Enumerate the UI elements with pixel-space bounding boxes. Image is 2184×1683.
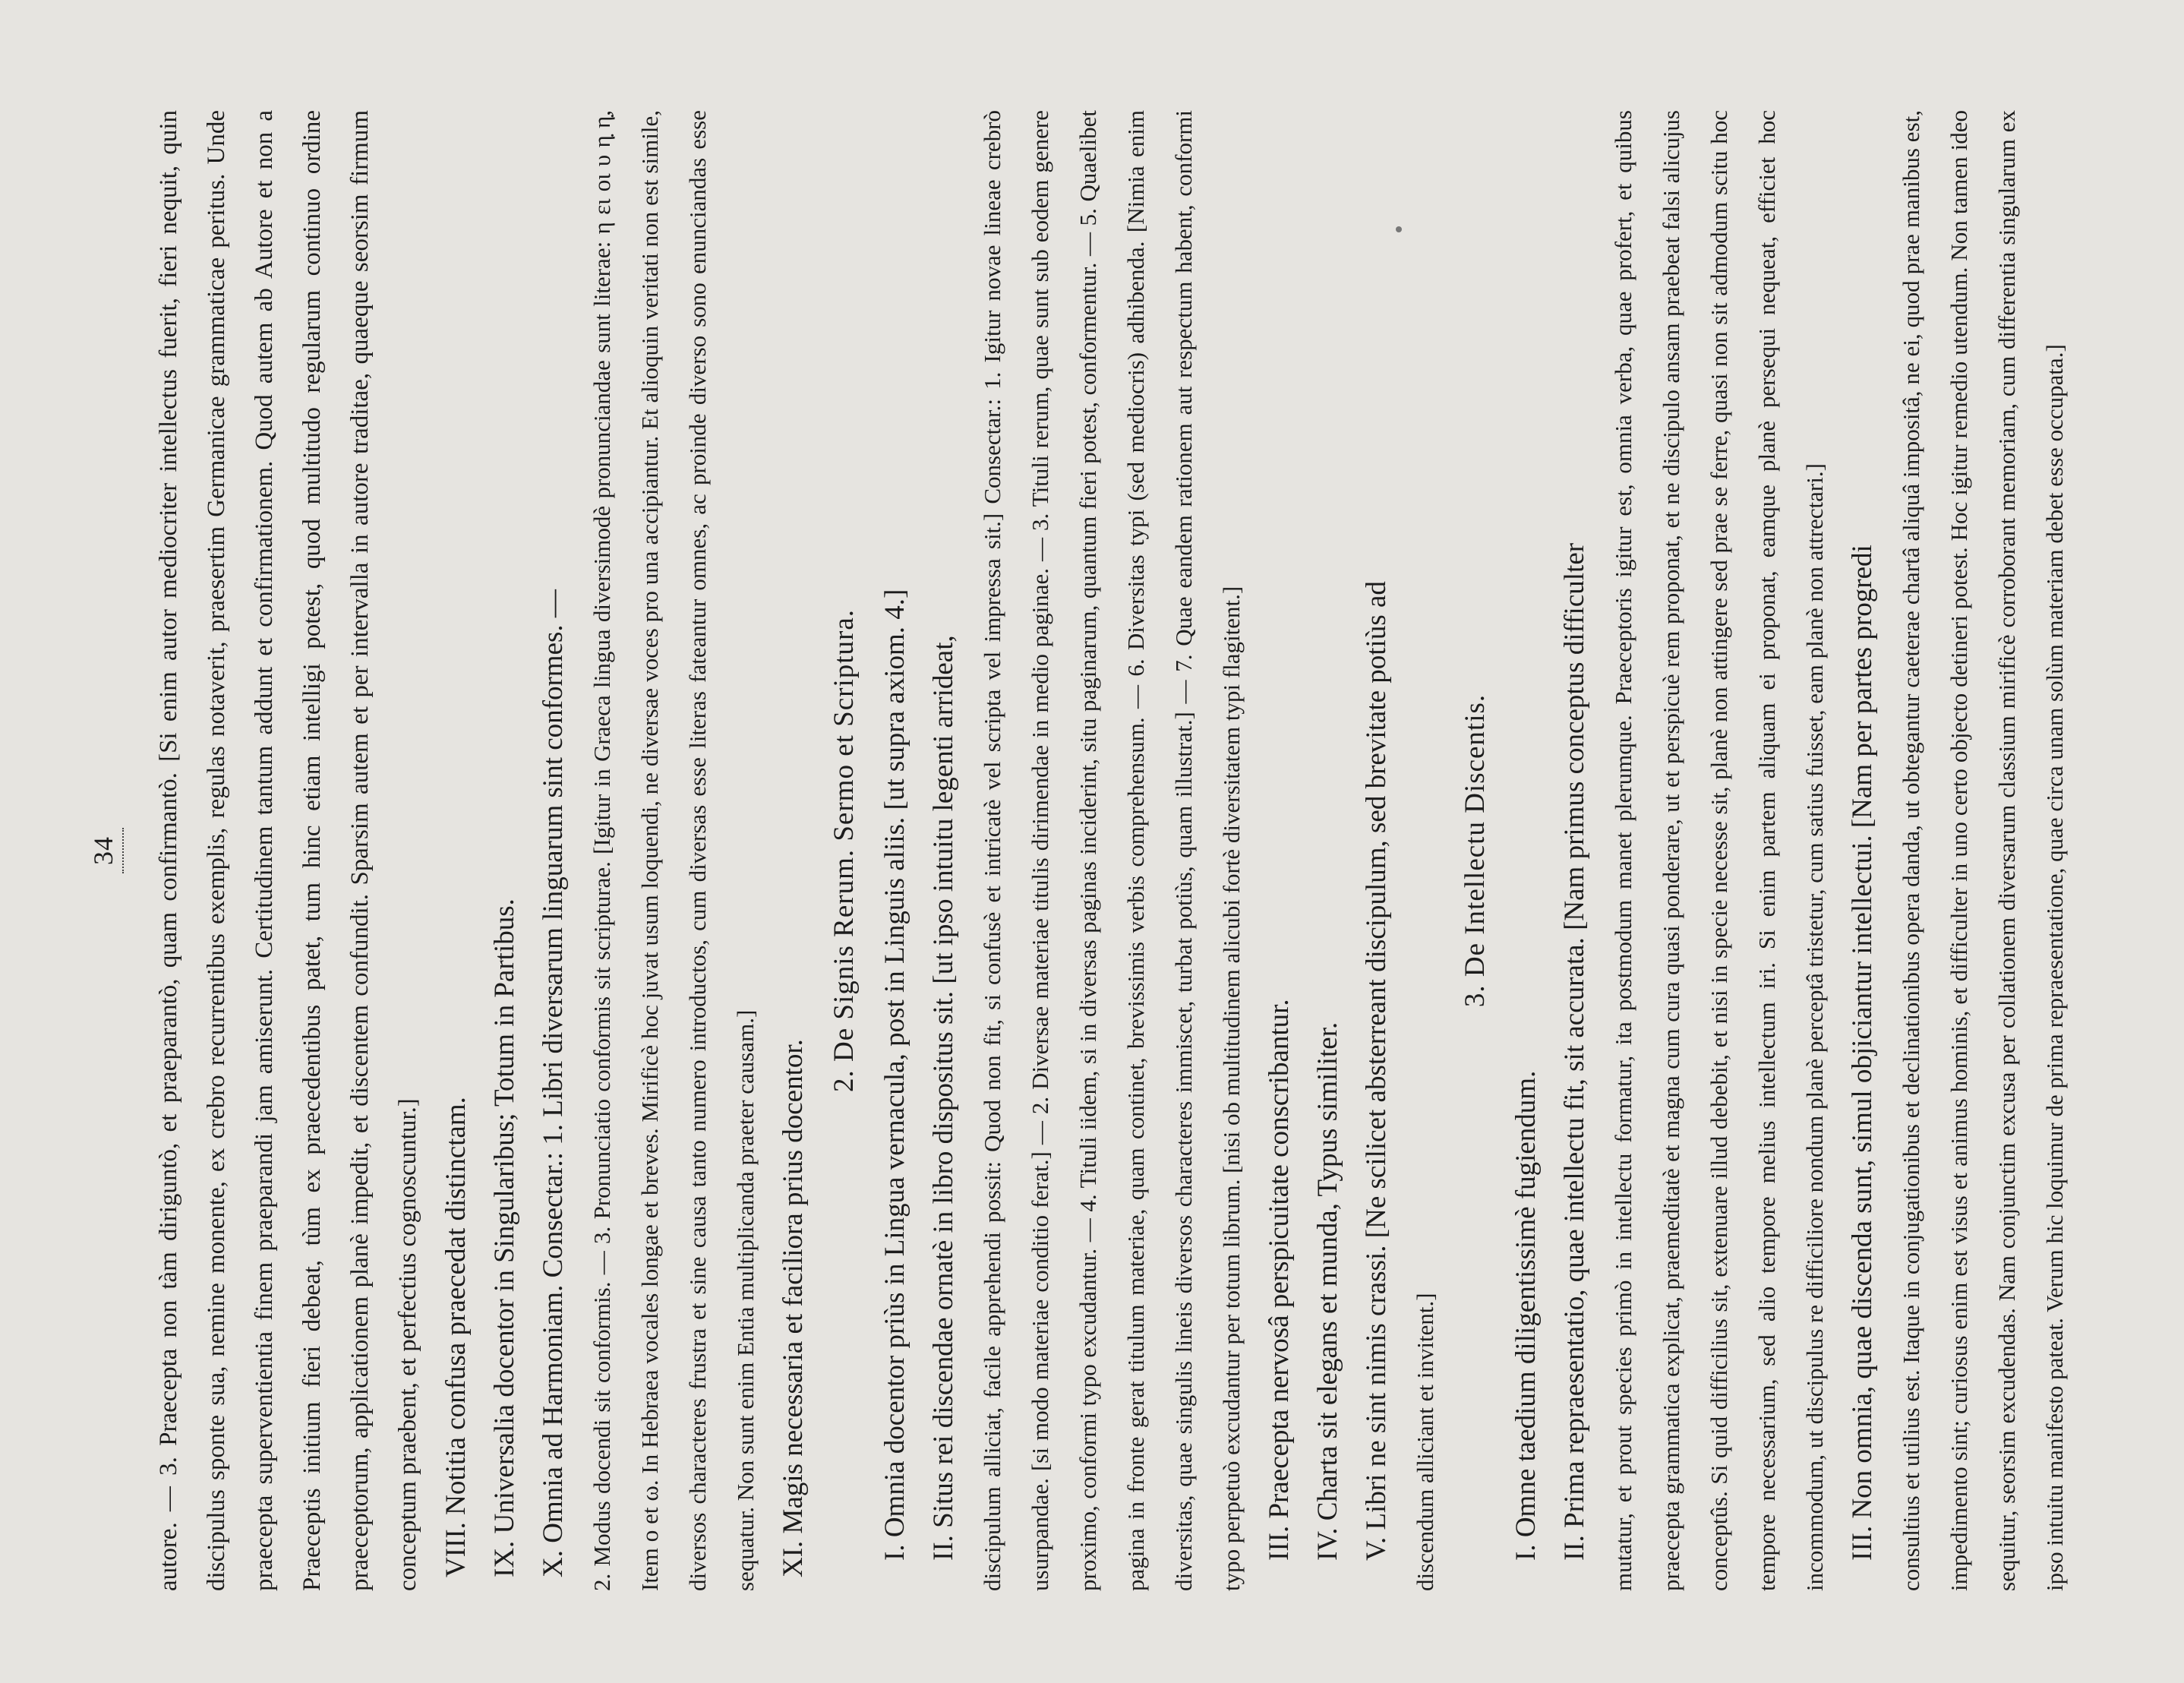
rule-iv-signis: IV. Charta sit elegans et munda, Typus similiter. xyxy=(1312,1021,1343,1561)
rule-v-signis: V. Libri ne sint nimis crassi. [Ne scilicet absterreant discipulum, sed brevitate potiùs ad xyxy=(1361,581,1392,1561)
rule-ix: IX. Universalia docentor in Singularibus; Totum in Partibus. xyxy=(489,898,520,1577)
rule-i-signis: I. Omnia docentor priùs in Lingua vernacula, post in Linguis aliis. [ut supra axiom. 4.] xyxy=(879,589,911,1561)
rule-iii-intellectu: III. Non omnia, quae discenda sunt, simul objiciantur intellectui. [Nam per partes progredi xyxy=(1847,545,1878,1561)
rule-ii-intellectu: II. Prima repraesentatio, quae intellectu fit, sit accurata. [Nam primus conceptus difficulter xyxy=(1559,542,1590,1561)
paragraph-partes: consultius et utilius est. Itaque in conjugationibus et declinationibus opera danda, ut obtegantur caeterae chartâ aliquâ impositâ, ne ei, quod prae manibus est, impedimento sint; curiosus enim est visus et animus hominis, et difficulter in uno certo objecto detineri potest. Hoc igitur remedio utendum. Non tamen ideo sequitur, seorsim excudendas. Nam conjunctim excusa per collationem diversarum classium mirificè corroborant memoriam, cum differentia singularum ex ipso intuitu manifesto pateat. Verum hic loquimur de prima repraesentatione, quae circa unam solùm materiam debet esse occupata.] xyxy=(1898,110,2068,1591)
section-heading-signis: 2. De Signis Rerum. Sermo et Scriptura. xyxy=(828,608,860,1093)
rule-x: X. Omnia ad Harmoniam. Consectar.: 1. Libri diversarum linguarum sint conformes. — xyxy=(538,589,569,1577)
paragraph-layout: discipulum alliciat, facile apprehendi possit: Quod non fit, si confusè et intricatè vel scripta vel impressa sit.] Consectar.: 1. Igitur novae lineae crebrò usurpandae. [si modo materiae conditio ferat.] — 2. Diversae materiae titulis dirimendae in medio paginae. — 3. Tituli rerum, quae sunt sub eodem genere proximo, conformi typo excudantur. — 4. Tituli iidem, si in diversas paginas inciderint, situ paginarum, quantum fieri potest, conformentur. — 5. Quaelibet pagina in fronte gerat titulum materiae, quam continet, brevissimis verbis comprehensum. — 6. Diversitas typi (sed mediocris) adhibenda. [Nimia enim diversitas, quae singulis lineis diversos characteres immiscet, turbat potiùs, quam illustrat.] — 7. Quae eandem rationem aut respectum habent, conformi typo perpetuò excudantur per totum librum. [nisi ob multitudinem alicubi fortè diversitatem typi flagitent.] xyxy=(979,110,1245,1591)
intro-paragraph: autore. — 3. Praecepta non tàm diriguntò, et praeparantò, quam confirmantò. [Si enim autor mediocriter intellectus fuerit, fieri nequit, quin discipulus sponte sua, nemine monente, ex crebro recurrentibus exemplis, regulas notaverit, praesertim Germanicae grammaticae peritus. Unde praecepta superventientia finem praeparandi jam amiserunt. Certitudinem tantum addunt et confirmationem. Quod autem ab Autore et non a Praeceptis initium fieri debeat, tùm ex praecedentibus patet, tum hinc etiam intelligi potest, quod multitudo regularum continuo ordine praeceptorum, applicationem planè impedit, et discentem confundit. Sparsim autem et per intervalla in autore traditae, quaeque seorsim firmum conceptum praebent, et perfectius cognoscuntur.] xyxy=(155,110,421,1591)
page-number: 34 xyxy=(88,836,118,865)
paragraph-repraesentatio: mutatur, et prout species primò in intellectu formatur, ita postmodum manet plerumque. Praeceptoris igitur est, omnia verba, quae profert, et quibus praecepta grammatica explicat, praemeditatè et magna cum cura quasi ponderare, ut et perspicuè rem proponat, et ne discipulo ansam praebeat falsi alicujus conceptûs. Si quid difficilius sit, extenuare illud debebit, et nisi in specie necesse sit, planè non attingere sed prae se ferre, quasi non sit admodum scitu hoc tempore necessarium, sed alio tempore melius intellectum iri. Si enim partem aliquam ei proponat, eamque planè persequi nequeat, efficiet hoc incommodum, ut discipulus re difficiliore nondum planè perceptâ tristetur, cum satius fuisset, eam planè non attrectari.] xyxy=(1610,110,1828,1591)
rule-viii: VIII. Notitia confusa praecedat distinctam. xyxy=(440,1097,472,1577)
rule-ii-signis: II. Situs rei discendae ornatè in libro dispositus sit. [ut ipso intuitu legenti arrideat, xyxy=(928,635,959,1561)
rule-xi: XI. Magis necessaria et faciliora prius docentor. xyxy=(778,1039,809,1577)
paragraph-conformity: 2. Modus docendi sit conformis. — 3. Pronunciatio conformis sit scripturae. [Igitur in Graeca lingua diversimodè pronunciandae sunt literae: η ει οι υ η̣ η̣, Item ο et ω. In Hebraea vocales longae et breves. Mirificè hoc juvat usum loquendi, ne diversae voces pro una accipiantur. Et alioquin veritati non est simile, diversos characteres frustra et sine causa tanto numero introductos, cum diversas esse literas fateantur omnes, ac proinde diverso sono enunciandas esse sequatur. Non sunt enim Entia multiplicanda praeter causam.] xyxy=(589,110,759,1591)
rule-v-continuation: discendum alliciant et invitent.] xyxy=(1412,1293,1438,1591)
rotated-page-text xyxy=(72,110,2068,1591)
page-number-ornament xyxy=(122,828,124,873)
rule-i-intellectu: I. Omne taedium diligentissimè fugiendum. xyxy=(1510,1070,1542,1561)
rule-iii-signis: III. Praecepta nervosâ perspicuitate conscribantur. xyxy=(1264,999,1295,1561)
section-heading-intellectu: 3. De Intellectu Discentis. xyxy=(1460,693,1491,1008)
